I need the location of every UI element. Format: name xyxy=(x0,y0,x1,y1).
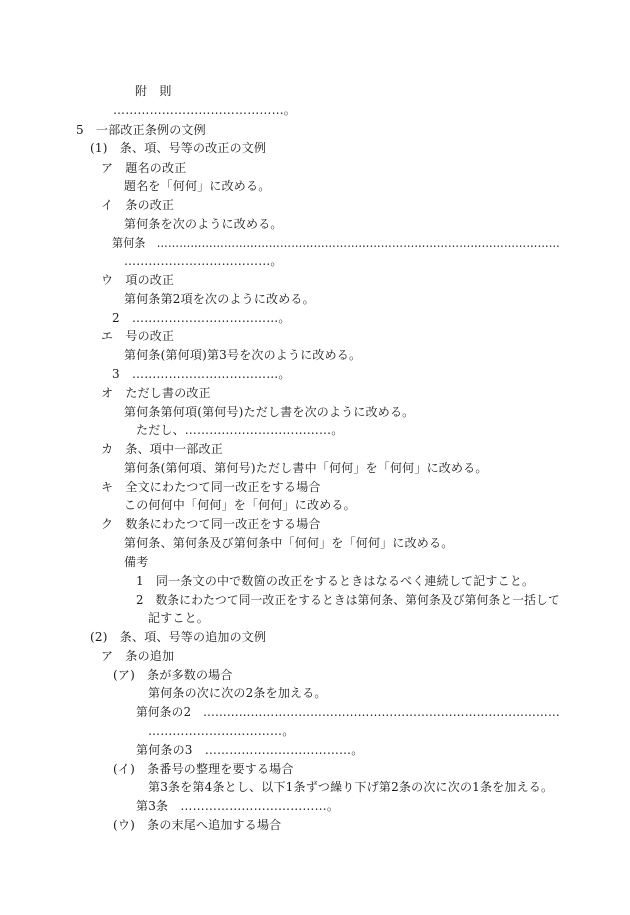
text-line: 3 ………………………………。 xyxy=(112,367,291,381)
sub-item-heading: (ウ) 条の末尾へ追加する場合 xyxy=(113,818,282,832)
sub-item-heading: (イ) 条番号の整理を要する場合 xyxy=(113,762,294,776)
text-line: 第3条を第4条とし、以下1条ずつ繰り下げ第2条の次に次の1条を加える。 xyxy=(148,780,554,794)
remarks-heading: 備考 xyxy=(124,555,149,569)
text-line: 第何条 ……………………………………………………………………………………………… xyxy=(112,236,560,250)
sub-item-heading: (ア) 条が多数の場合 xyxy=(113,668,233,682)
item-heading: キ 全文にわたつて同一改正をする場合 xyxy=(101,480,321,494)
text-line: ………………………………。 xyxy=(124,254,283,268)
item-heading: ウ 項の改正 xyxy=(101,273,175,287)
text-line: ただし、………………………………。 xyxy=(136,423,344,437)
text-line: ……………………………。 xyxy=(148,724,295,738)
item-heading: カ 条、項中一部改正 xyxy=(101,442,224,456)
remark-item: 1 同一条文の中で数箇の改正をするときはなるべく連続して記すこと。 xyxy=(136,574,535,588)
item-heading: イ 条の改正 xyxy=(101,198,175,212)
text-line: この何何中「何何」を「何何」に改める。 xyxy=(124,498,356,512)
text-line: 第何条(第何項、第何号)ただし書中「何何」を「何何」に改める。 xyxy=(124,461,488,475)
text-line: 題名を「何何」に改める。 xyxy=(124,179,271,193)
text-line: 第何条、第何条及び第何条中「何何」を「何何」に改める。 xyxy=(124,536,454,550)
text-line: 第何条第何項(第何号)ただし書を次のように改める。 xyxy=(124,405,415,419)
text-line: 第何条第2項を次のように改める。 xyxy=(124,292,315,306)
item-heading: オ ただし書の改正 xyxy=(101,386,211,400)
text-line: 2 ………………………………。 xyxy=(112,311,291,325)
remark-item: 2 数条にわたつて同一改正をするときは第何条、第何条及び第何条と一括して xyxy=(136,593,560,607)
item-heading: ア 条の追加 xyxy=(101,649,175,663)
text-line: 第何条の3 ………………………………。 xyxy=(136,743,364,757)
supplementary-provisions-heading: 附 則 xyxy=(135,84,172,98)
text-line: ……………………………………。 xyxy=(113,103,297,117)
text-line: 第3条 ………………………………。 xyxy=(136,799,340,813)
subsection-heading: (1) 条、項、号等の改正の文例 xyxy=(90,141,267,155)
section-heading: 5 一部改正条例の文例 xyxy=(76,123,206,137)
subsection-heading: (2) 条、項、号等の追加の文例 xyxy=(90,630,267,644)
item-heading: ア 題名の改正 xyxy=(101,161,187,175)
text-line: 第何条(第何項)第3号を次のように改める。 xyxy=(124,348,362,362)
text-line: 第何条の次に次の2条を加える。 xyxy=(148,686,327,700)
text-line: 記すこと。 xyxy=(148,611,210,625)
text-line: 第何条の2 ……………………………………………………………………………… xyxy=(136,705,560,719)
item-heading: エ 号の改正 xyxy=(101,329,175,343)
text-line: 第何条を次のように改める。 xyxy=(124,217,283,231)
item-heading: ク 数条にわたつて同一改正をする場合 xyxy=(101,517,321,531)
